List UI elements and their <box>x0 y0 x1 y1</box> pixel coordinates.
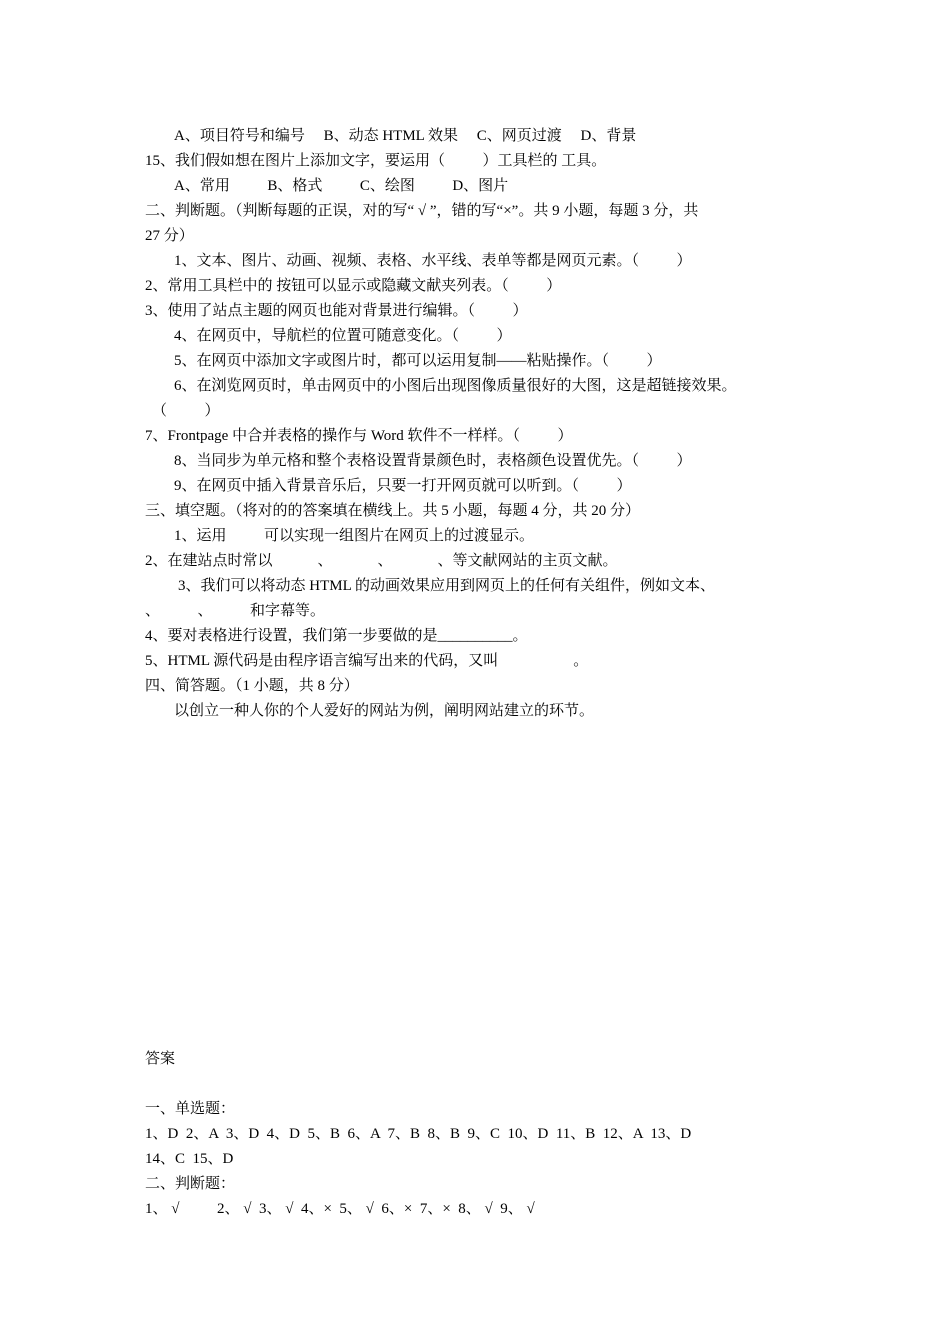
section-3-title: 三、填空题。（将对的的答案填在横线上。共 5 小题，每题 4 分，共 20 分） <box>145 503 641 519</box>
fill-item-4: 4、要对表格进行设置，我们第一步要做的是__________。 <box>145 628 528 644</box>
fill-item-3: 3、我们可以将动态 HTML 的动画效果应用到网页上的任何有关组件，例如文本、 <box>178 578 715 594</box>
section-2-title: 二、判断题。（判断每题的正误，对的写“ √ ”，错的写“×”。共 9 小题，每题 3 分，共 <box>145 203 699 219</box>
judge-item-7: 7、Frontpage 中合并表格的操作与 Word 软件不一样样。（ ） <box>145 428 573 444</box>
answers-single-line-2: 14、C 15、D <box>145 1151 234 1167</box>
answers-single-title: 一、单选题： <box>145 1101 236 1117</box>
answers-single-line-1: 1、D 2、A 3、D 4、D 5、B 6、A 7、B 8、B 9、C 10、D 11、B 12、A 13、D <box>145 1126 692 1142</box>
section-2-title-cont: 27 分） <box>145 228 194 244</box>
judge-item-2: 2、常用工具栏中的 按钮可以显示或隐藏文献夹列表。（ ） <box>145 278 562 294</box>
answers-judge-line: 1、 √ 2、 √ 3、 √ 4、× 5、 √ 6、× 7、× 8、 √ 9、 √ <box>145 1201 535 1217</box>
fill-item-3-cont: 、 、 和字幕等。 <box>145 603 326 619</box>
question-15: 15、我们假如想在图片上添加文字，要运用（ ）工具栏的 工具。 <box>145 153 607 169</box>
q15-options: A、常用 B、格式 C、绘图 D、图片 <box>174 178 509 194</box>
q14-options: A、项目符号和编号 B、动态 HTML 效果 C、网页过渡 D、背景 <box>174 128 637 144</box>
judge-item-8: 8、当同步为单元格和整个表格设置背景颜色时，表格颜色设置优先。（ ） <box>174 453 692 469</box>
fill-item-2: 2、在建站点时常以 、 、 、等文献网站的主页文献。 <box>145 553 618 569</box>
section-4-title: 四、简答题。（1 小题，共 8 分） <box>145 678 359 694</box>
fill-item-5: 5、HTML 源代码是由程序语言编写出来的代码，又叫 。 <box>145 653 589 669</box>
judge-item-9: 9、在网页中插入背景音乐后，只要一打开网页就可以听到。（ ） <box>174 478 632 494</box>
judge-item-6-cont: （ ） <box>152 403 220 419</box>
fill-item-1: 1、运用 可以实现一组图片在网页上的过渡显示。 <box>174 528 535 544</box>
judge-item-1: 1、文本、图片、动画、视频、表格、水平线、表单等都是网页元素。（ ） <box>174 253 692 269</box>
judge-item-5: 5、在网页中添加文字或图片时，都可以运用复制——粘贴操作。（ ） <box>174 353 662 369</box>
answers-judge-title: 二、判断题： <box>145 1176 236 1192</box>
essay-question: 以创立一种人你的个人爱好的网站为例，阐明网站建立的环节。 <box>174 703 595 719</box>
judge-item-4: 4、在网页中，导航栏的位置可随意变化。（ ） <box>174 328 512 344</box>
answers-title: 答案 <box>145 1051 176 1067</box>
judge-item-3: 3、使用了站点主题的网页也能对背景进行编辑。（ ） <box>145 303 528 319</box>
judge-item-6: 6、在浏览网页时，单击网页中的小图后出现图像质量很好的大图，这是超链接效果。 <box>174 378 737 394</box>
